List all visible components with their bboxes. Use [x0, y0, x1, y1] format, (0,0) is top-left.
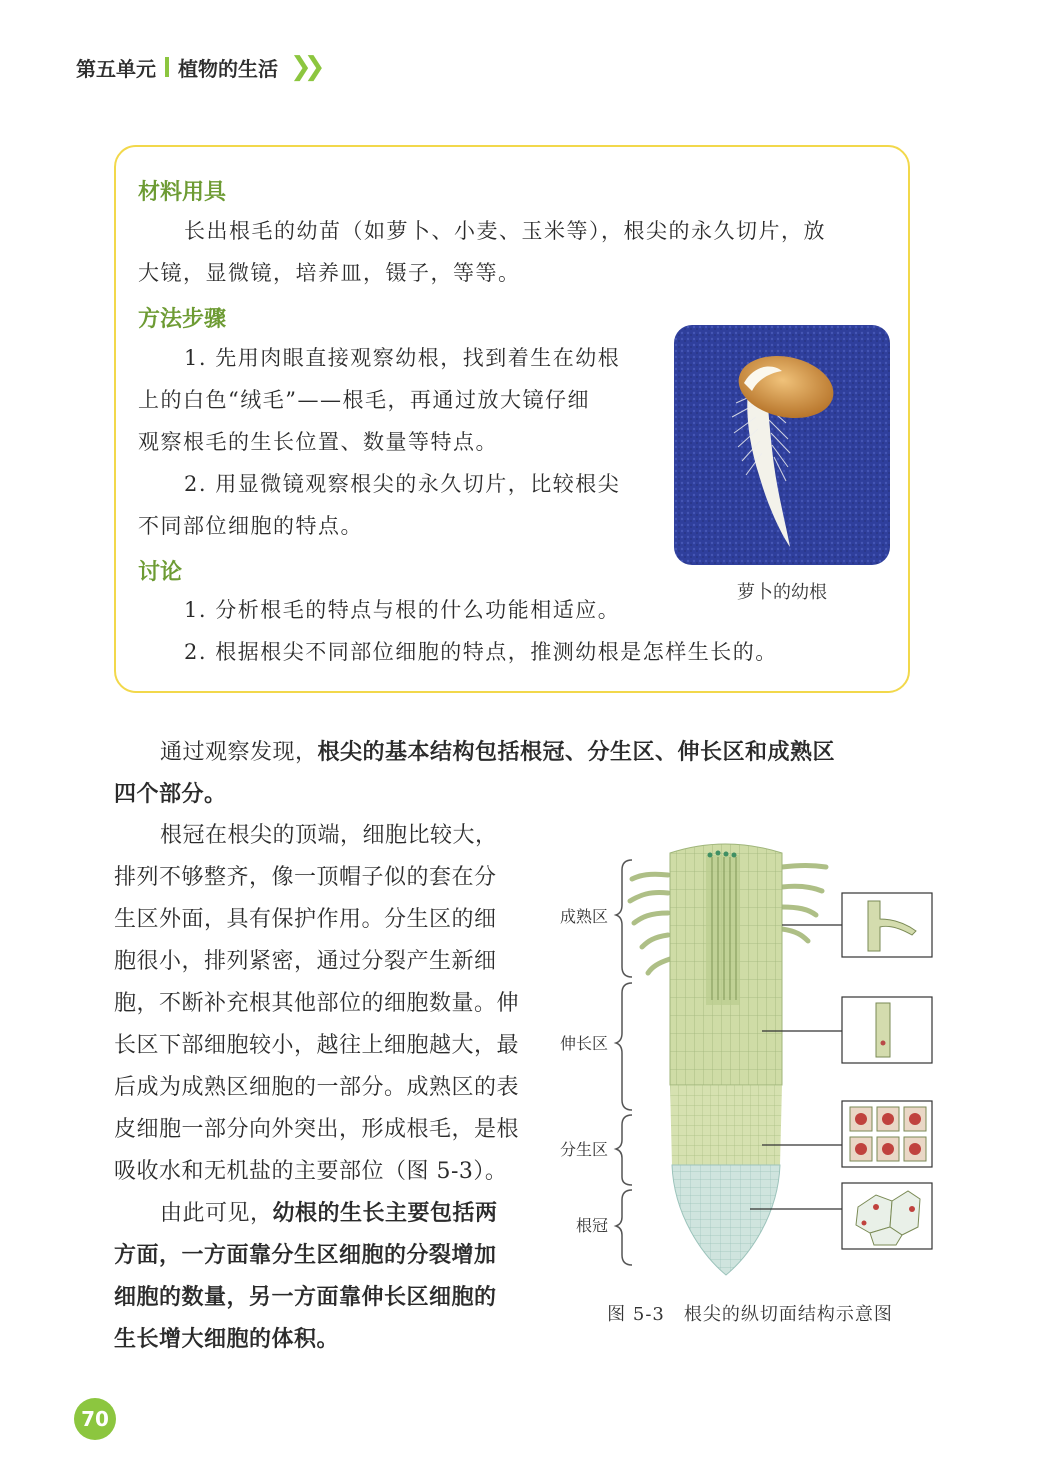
label-root-cap: 根冠	[575, 1216, 608, 1235]
para2-line-5: 胞，不断补充根其他部位的细胞数量。伸	[114, 991, 520, 1016]
discussion-title: 讨论	[138, 560, 183, 585]
figure-caption: 图 5-3 根尖的纵切面结构示意图	[607, 1304, 893, 1325]
discussion-2: 2. 根据根尖不同部位细胞的特点，推测幼根是怎样生长的。	[184, 640, 778, 664]
step1-line-2: 上的白色“绒毛”——根毛，再通过放大镜仔细	[138, 388, 590, 412]
root-tip-diagram	[550, 835, 950, 1285]
step2-line-1: 2. 用显微镜观察根尖的永久切片，比较根尖	[184, 472, 621, 496]
label-maturation-zone: 成熟区	[559, 907, 608, 926]
para3-lead: 由此可见，	[160, 1201, 273, 1226]
para3-bold-2: 方面，一方面靠分生区细胞的分裂增加	[114, 1243, 497, 1268]
para3-bold-3: 细胞的数量，另一方面靠伸长区细胞的	[114, 1285, 497, 1310]
unit-label: 第五单元	[76, 56, 156, 81]
para1-lead: 通过观察发现，	[160, 740, 318, 765]
para2-line-6: 长区下部细胞较小，越往上细胞越大，最	[114, 1033, 520, 1058]
discussion-1: 1. 分析根毛的特点与根的什么功能相适应。	[184, 598, 621, 622]
step1-line-1: 1. 先用肉眼直接观察幼根，找到着生在幼根	[184, 346, 621, 370]
materials-line-2: 大镜，显微镜，培养皿，镊子，等等。	[138, 261, 521, 285]
step2-line-2: 不同部位细胞的特点。	[138, 514, 363, 538]
header-divider	[165, 57, 169, 77]
para3-bold-4: 生长增大细胞的体积。	[114, 1327, 340, 1352]
para3-line-1	[160, 1193, 498, 1235]
para2-line-8: 皮细胞一部分向外突出，形成根毛，是根	[114, 1117, 520, 1142]
photo-caption: 萝卜的幼根	[737, 582, 827, 603]
chapter-title: 植物的生活	[178, 56, 278, 81]
para2-line-4: 胞很小，排列紧密，通过分裂产生新细	[114, 949, 497, 974]
materials-title: 材料用具	[138, 180, 227, 205]
para1-bold-2: 四个部分。	[114, 782, 227, 807]
label-meristem-zone: 分生区	[559, 1140, 608, 1159]
para2-line-3: 生区外面，具有保护作用。分生区的细	[114, 907, 497, 932]
label-elongation-zone: 伸长区	[559, 1034, 608, 1053]
materials-line-1: 长出根毛的幼苗（如萝卜、小麦、玉米等），根尖的永久切片，放	[184, 219, 826, 243]
running-header	[76, 52, 318, 82]
para2-line-7: 后成为成熟区细胞的一部分。成熟区的表	[114, 1075, 520, 1100]
page-number: 70	[74, 1398, 116, 1440]
step1-line-3: 观察根毛的生长位置、数量等特点。	[138, 430, 498, 454]
para2-line-1: 根冠在根尖的顶端，细胞比较大，	[160, 823, 498, 848]
radish-root-photo	[674, 325, 890, 565]
para2-line-9: 吸收水和无机盐的主要部位（图 5-3）。	[114, 1159, 508, 1184]
para2-line-2: 排列不够整齐，像一顶帽子似的套在分	[114, 865, 497, 890]
methods-title: 方法步骤	[138, 307, 227, 332]
para1-line1	[160, 732, 835, 774]
chevron-right-icon: ❯❯	[290, 52, 318, 82]
para3-bold-1: 幼根的生长主要包括两	[272, 1201, 498, 1226]
para1-bold-1: 根尖的基本结构包括根冠、分生区、伸长区和成熟区	[317, 740, 836, 765]
